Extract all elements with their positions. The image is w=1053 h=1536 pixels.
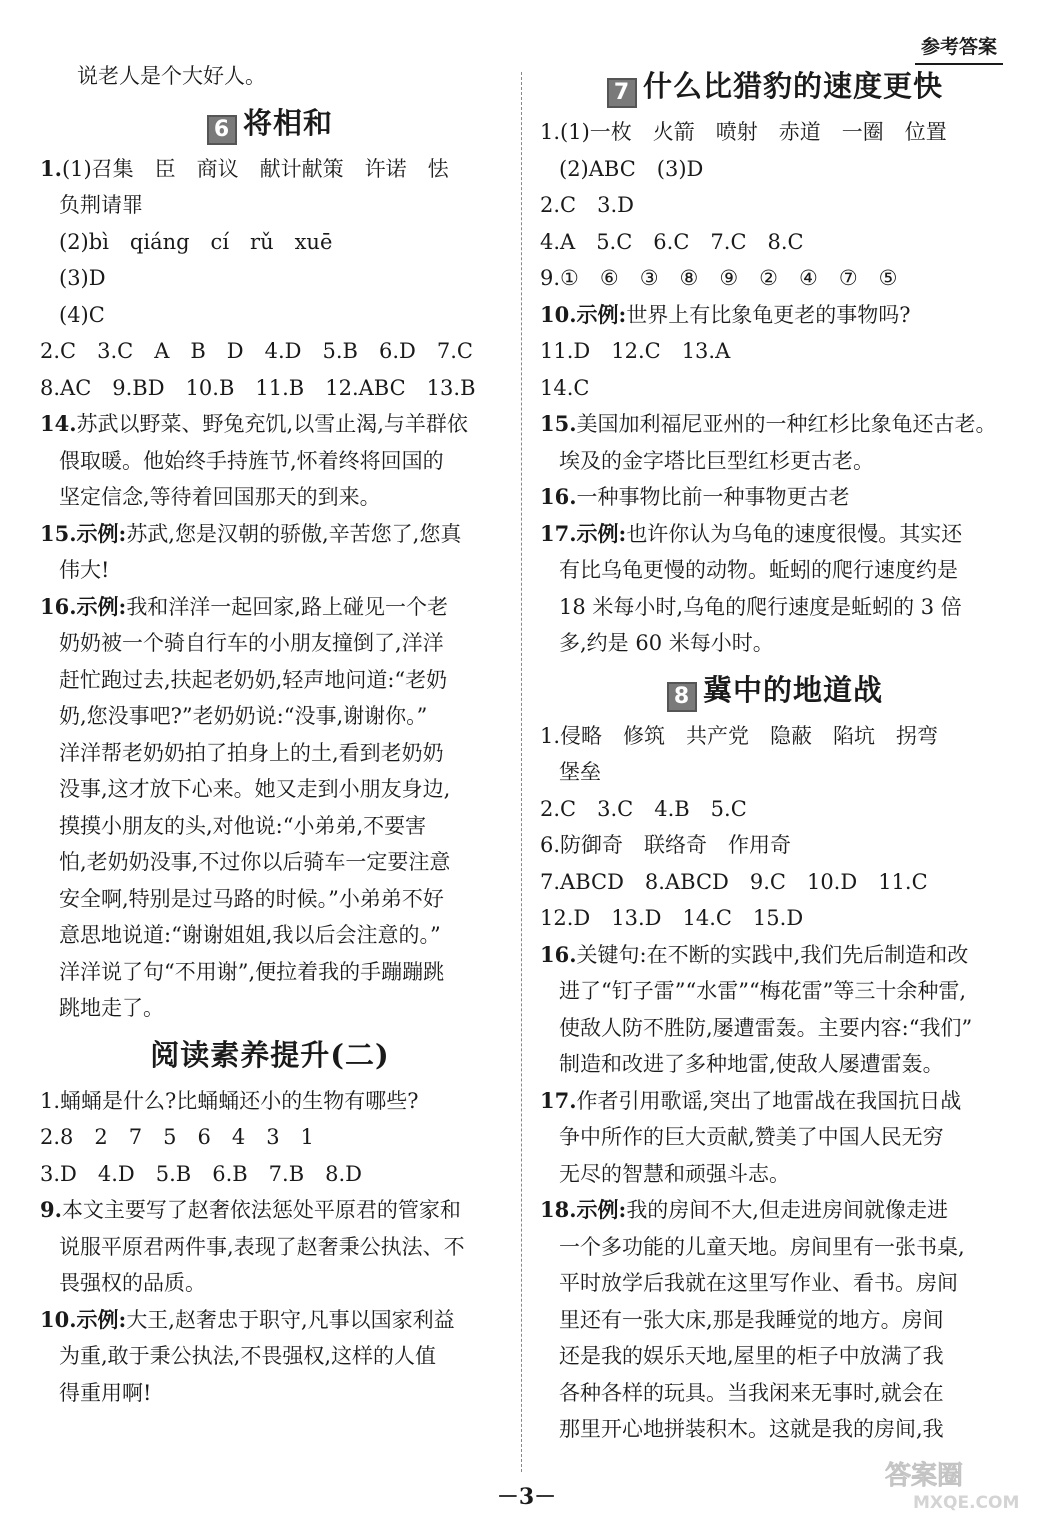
answer-line: 6.防御奇 联络奇 作用奇 (540, 833, 792, 857)
answer-line: 争中所作的巨大贡献,赞美了中国人民无穷 (559, 1125, 944, 1149)
answer-line: 11.D 12.C 13.A (540, 339, 731, 363)
section-title-text: 什么比猎豹的速度更快 (642, 69, 943, 103)
answer-line (40, 516, 500, 553)
answer-text: 我的房间不大,但走进房间就像走进 (626, 1198, 948, 1222)
answer-line: 2.C 3.C 4.B 5.C (540, 796, 747, 821)
answer-line: 4.A 5.C 6.C 7.C 8.C (540, 229, 804, 254)
example-label: 示例: (576, 1197, 627, 1222)
question-number: 17. (540, 1087, 577, 1113)
section-number-badge: 7 (607, 78, 637, 108)
answer-line: 得重用啊! (59, 1380, 152, 1405)
section-number-badge: 6 (207, 115, 237, 145)
answer-line (540, 479, 1010, 516)
question-number: 9. (40, 1197, 62, 1222)
answer-line: 说老人是个大好人。 (77, 64, 266, 88)
answer-text: 也许你认为乌龟的速度很慢。其实还 (626, 521, 963, 546)
answer-line (540, 297, 1010, 334)
answer-line (40, 589, 500, 626)
answer-line: 进了“钉子雷”“水雷”“梅花雷”等三十余种雷, (559, 979, 967, 1003)
section-title (540, 662, 1010, 718)
answer-line (540, 406, 1010, 443)
example-label: 示例: (576, 520, 627, 546)
answer-text: 世界上有比象龟更老的事物吗? (626, 302, 911, 327)
answer-text: 大王,赵奢忠于职守,凡事以国家利益 (126, 1307, 455, 1332)
answer-line: 1.蛹蛹是什么?比蛹蛹还小的生物有哪些? (40, 1088, 419, 1113)
answer-line: 2.8 2 7 5 6 4 3 1 (40, 1125, 314, 1149)
answer-line: 使敌人防不胜防,屡遭雷轰。主要内容:“我们” (559, 1015, 973, 1040)
answer-line (540, 937, 1010, 974)
answer-line: 奶奶被一个骑自行车的小朋友撞倒了,洋洋 (59, 631, 444, 655)
section-title-text: 冀中的地道战 (702, 672, 883, 707)
answer-line: 说服平原君两件事,表现了赵奢秉公执法、不 (59, 1234, 465, 1259)
header-tag: 参考答案 (915, 32, 1003, 65)
answer-line: 9.① ⑥ ③ ⑧ ⑨ ② ④ ⑦ ⑤ (540, 266, 898, 290)
answer-line: 1.侵略 修筑 共产党 隐蔽 陷坑 拐弯 (540, 723, 939, 748)
answer-line: 奶,您没事吧?”老奶奶说:“没事,谢谢你。” (59, 704, 428, 728)
answer-line: 无尽的智慧和顽强斗志。 (559, 1161, 790, 1186)
answer-line: 1.(1)一枚 火箭 喷射 赤道 一圈 位置 (540, 120, 947, 144)
question-number: 10. (540, 301, 577, 327)
example-label: 示例: (76, 593, 127, 619)
section-title-text: 将相和 (242, 105, 333, 140)
answer-line (40, 1192, 500, 1229)
answer-line: (2)ABC (3)D (559, 156, 704, 181)
answer-line: 14.C (540, 375, 590, 400)
answer-line (540, 1192, 1010, 1229)
answer-line: 3.D 4.D 5.B 6.B 7.B 8.D (40, 1161, 363, 1186)
page-number: －3－ (496, 1484, 557, 1510)
answer-line: 8.AC 9.BD 10.B 11.B 12.ABC 13.B (40, 375, 476, 400)
answer-line: 赶忙跑过去,扶起老奶奶,轻声地问道:“老奶 (59, 667, 448, 692)
example-label: 示例: (76, 520, 127, 546)
answer-line: 怕,老奶奶没事,不过你以后骑车一定要注意 (59, 850, 451, 874)
answer-line (40, 406, 500, 443)
answer-line (540, 1083, 1010, 1120)
answer-line: 摸摸小朋友的头,对他说:“小弟弟,不要害 (59, 813, 427, 838)
answer-line: 2.C 3.C A B D 4.D 5.B 6.D 7.C (40, 339, 473, 363)
answer-text: (1)召集 臣 商议 献计献策 许诺 怯 (61, 156, 449, 181)
question-number: 18. (540, 1197, 577, 1222)
question-number: 15. (40, 520, 77, 546)
answer-line: 平时放学后我就在这里写作业、看书。房间 (559, 1271, 958, 1295)
answer-line: (2)bì qiáng cí rǔ xuē (59, 229, 333, 254)
answer-text: 苏武,您是汉朝的骄傲,辛苦您了,您真 (126, 521, 462, 546)
answer-text: 美国加利福尼亚州的一种红杉比象龟还古老。 (576, 412, 997, 436)
answer-line: 畏强权的品质。 (59, 1271, 206, 1295)
answer-text: 一种事物比前一种事物更古老 (576, 485, 850, 509)
answer-text: 苏武以野菜、野兔充饥,以雪止渴,与羊群依 (76, 412, 468, 436)
answer-line: 洋洋说了句“不用谢”,便拉着我的手蹦蹦跳 (59, 959, 445, 984)
answer-line: 洋洋帮老奶奶拍了拍身上的土,看到老奶奶 (59, 740, 444, 765)
svg-text:MXQE.COM: MXQE.COM (913, 1493, 1020, 1513)
answer-line: 坚定信念,等待着回国那天的到来。 (59, 485, 381, 509)
section-title (40, 95, 500, 151)
question-number: 14. (40, 411, 77, 436)
answer-line (540, 516, 1010, 553)
answer-line: 堡垒 (559, 760, 601, 784)
question-number: 17. (540, 520, 577, 546)
answer-text: 我和洋洋一起回家,路上碰见一个老 (126, 594, 448, 619)
answer-line: 偎取暖。他始终手持旌节,怀着终将回国的 (59, 448, 444, 473)
answer-line: 里还有一张大床,那是我睡觉的地方。房间 (559, 1307, 944, 1332)
answer-text: 本文主要写了赵奢依法惩处平原君的管家和 (61, 1198, 461, 1222)
left-column (40, 58, 500, 1411)
answer-line: 负荆请罪 (59, 193, 143, 217)
answer-line: (4)C (59, 302, 105, 327)
section-title-text: 阅读素养提升(二) (150, 1037, 390, 1072)
answer-text: 作者引用歌谣,突出了地雷战在我国抗日战 (576, 1088, 962, 1113)
answer-line: 为重,敢于秉公执法,不畏强权,这样的人值 (59, 1344, 437, 1368)
answer-line (40, 1302, 500, 1339)
watermark-logo (873, 1454, 1023, 1514)
section-number-badge: 8 (667, 682, 697, 712)
answer-line: 意思地说道:“谢谢姐姐,我以后会注意的。” (59, 923, 441, 947)
example-label: 示例: (576, 301, 627, 327)
answer-line: 制造和改进了多种地雷,使敌人屡遭雷轰。 (559, 1052, 944, 1076)
answer-line: 各种各样的玩具。当我闲来无事时,就会在 (559, 1380, 944, 1405)
section-title (540, 58, 1010, 114)
answer-line: 18 米每小时,乌龟的爬行速度是蚯蚓的 3 倍 (559, 594, 962, 619)
answer-line: 安全啊,特别是过马路的时候。”小弟弟不好 (59, 886, 444, 911)
question-number: 16. (540, 484, 577, 509)
answer-line: (3)D (59, 266, 106, 290)
answer-line: 一个多功能的儿童天地。房间里有一张书桌, (559, 1234, 965, 1259)
question-number: 10. (40, 1306, 77, 1332)
column-divider (521, 72, 522, 1472)
section-title (40, 1027, 500, 1083)
question-number: 16. (40, 593, 77, 619)
answer-line: 跳地走了。 (59, 996, 164, 1020)
answer-line: 有比乌龟更慢的动物。蚯蚓的爬行速度约是 (559, 558, 958, 582)
answer-line: 伟大! (59, 558, 110, 582)
answer-line: 埃及的金字塔比巨型红杉更古老。 (559, 448, 874, 473)
answer-line: 2.C 3.D (540, 193, 634, 217)
answer-line (40, 151, 500, 188)
answer-line: 还是我的娱乐天地,屋里的柜子中放满了我 (559, 1344, 944, 1368)
answer-line: 7.ABCD 8.ABCD 9.C 10.D 11.C (540, 869, 928, 894)
question-number: 16. (540, 941, 577, 967)
answer-line: 多,约是 60 米每小时。 (559, 631, 774, 655)
right-column (540, 58, 1010, 1448)
answer-line: 12.D 13.D 14.C 15.D (540, 906, 804, 930)
answer-text: 关键句:在不断的实践中,我们先后制造和改 (576, 942, 969, 967)
question-number: 15. (540, 411, 577, 436)
answer-line: 那里开心地拼装积木。这就是我的房间,我 (559, 1417, 944, 1441)
question-number: 1. (40, 155, 62, 181)
example-label: 示例: (76, 1306, 127, 1332)
answer-line: 没事,这才放下心来。她又走到小朋友身边, (59, 777, 451, 801)
svg-text:答案圈: 答案圈 (885, 1461, 964, 1491)
